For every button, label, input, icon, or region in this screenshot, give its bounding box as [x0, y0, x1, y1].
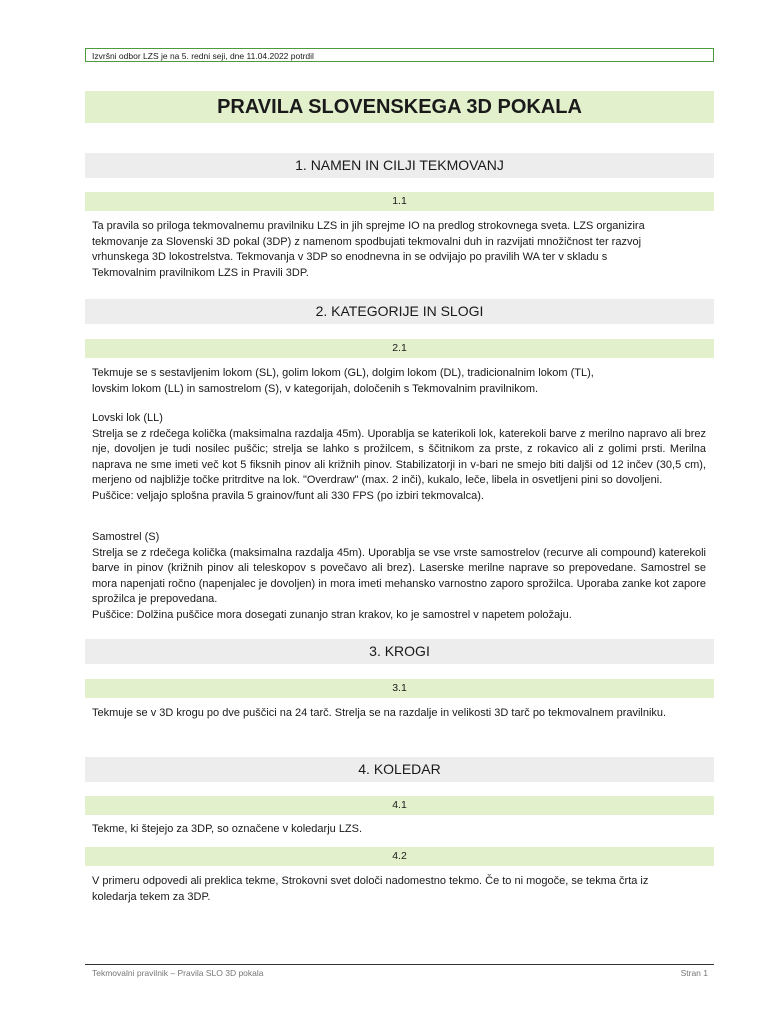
approval-note: Izvršni odbor LZS je na 5. redni seji, dne 11.04.2022 potrdil — [85, 48, 714, 62]
lovski-lok-text: Strelja se z rdečega količka (maksimalna razdalja 45m). Uporablja se katerikoli lok, katerekoli barve z merilno napravo ali brez nje, dovoljen je tudi nosilec puščic; strelja se lahko s prožilcem, s ščitnikom za prste, z rokavico ali z golimi prsti. Merilna naprava ne sme imeti več kot 5 fiksnih pinov ali križnih pinov. Stabilizatorji in v-bari ne smejo biti daljši od 12 inčev (30,5 cm), merjeno od najbližje točke pritrditve na lok. "Overdraw" (max. 2 inči), kukalo, leče, libela in osvetljeni pini so dovoljeni. — [92, 427, 706, 486]
text-line: tekmovanje za Slovenski 3D pokal (3DP) z namenom spodbujati tekmovalni duh in razvijati množičnost ter razvoj — [92, 235, 642, 248]
text-line: Ta pravila so priloga tekmovalnemu pravilniku LZS in jih sprejme IO na predlog strokovnega sveta. LZS organizira — [92, 220, 645, 232]
paragraph-lovski-lok — [92, 411, 706, 504]
section-heading-2: 2. KATEGORIJE IN SLOGI — [85, 299, 714, 324]
footer-divider — [85, 964, 714, 965]
subsection-number-4-1: 4.1 — [85, 796, 714, 815]
footer-page-number: Stran 1 — [680, 968, 708, 978]
section-heading-1: 1. NAMEN IN CILJI TEKMOVANJ — [85, 153, 714, 178]
subsection-number-4-2: 4.2 — [85, 847, 714, 866]
subsection-number-3-1: 3.1 — [85, 679, 714, 698]
footer-document-name: Tekmovalni pravilnik – Pravila SLO 3D pokala — [92, 968, 264, 978]
text-line: koledarja tekem za 3DP. — [92, 890, 211, 903]
samostrel-heading: Samostrel (S) — [92, 531, 160, 543]
text-line: lovskim lokom (LL) in samostrelom (S), v kategorijah, določenih s Tekmovalnim pravilnikom. — [92, 382, 539, 395]
lovski-lok-arrows: Puščice: veljajo splošna pravila 5 grainov/funt ali 330 FPS (po izbiri tekmovalca). — [92, 489, 484, 502]
paragraph-1-1 — [92, 219, 706, 281]
paragraph-4-1: Tekme, ki štejejo za 3DP, so označene v koledarju LZS. — [92, 823, 363, 835]
text-line: V primeru odpovedi ali preklica tekme, Strokovni svet določi nadomestno tekmo. Če to ni mogoče, se tekma črta iz — [92, 875, 649, 887]
section-heading-3: 3. KROGI — [85, 639, 714, 664]
paragraph-4-2 — [92, 874, 706, 905]
paragraph-2-1-intro — [92, 366, 706, 397]
text-line: Tekmuje se s sestavljenim lokom (SL), golim lokom (GL), dolgim lokom (DL), tradicionalnim lokom (TL), — [92, 367, 594, 379]
lovski-lok-heading: Lovski lok (LL) — [92, 412, 163, 424]
document-title: PRAVILA SLOVENSKEGA 3D POKALA — [85, 91, 714, 123]
subsection-number-1-1: 1.1 — [85, 192, 714, 211]
section-heading-4: 4. KOLEDAR — [85, 757, 714, 782]
paragraph-samostrel — [92, 530, 706, 623]
samostrel-arrows: Puščice: Dolžina puščice mora dosegati zunanjo stran krakov, ko je samostrel v napetem položaju. — [92, 608, 572, 621]
subsection-number-2-1: 2.1 — [85, 339, 714, 358]
text-line: Tekmovalnim pravilnikom LZS in Pravili 3DP. — [92, 266, 309, 279]
text-line: vrhunskega 3D lokostrelstva. Tekmovanja v 3DP so enodnevna in se odvijajo po pravilih WA ter v skladu s — [92, 251, 608, 263]
paragraph-3-1: Tekmuje se v 3D krogu po dve puščici na 24 tarč. Strelja se na razdalje in velikosti 3D tarč po tekmovalnem pravilniku. — [92, 707, 667, 719]
samostrel-text: Strelja se z rdečega količka (maksimalna razdalja 45m). Uporablja se vse vrste samostrelov (recurve ali compound) katerekoli barve in pinov (križnih pinov ali teleskopov s povečavo ali brez). Laserske merilne naprave so prepovedane. Samostrel se mora napenjati ročno (napenjalec je dovoljen) in mora imeti mehansko varnostno zaporo sprožilca. Uporaba zanke kot zapore sprožilca je prepovedana. — [92, 546, 706, 605]
